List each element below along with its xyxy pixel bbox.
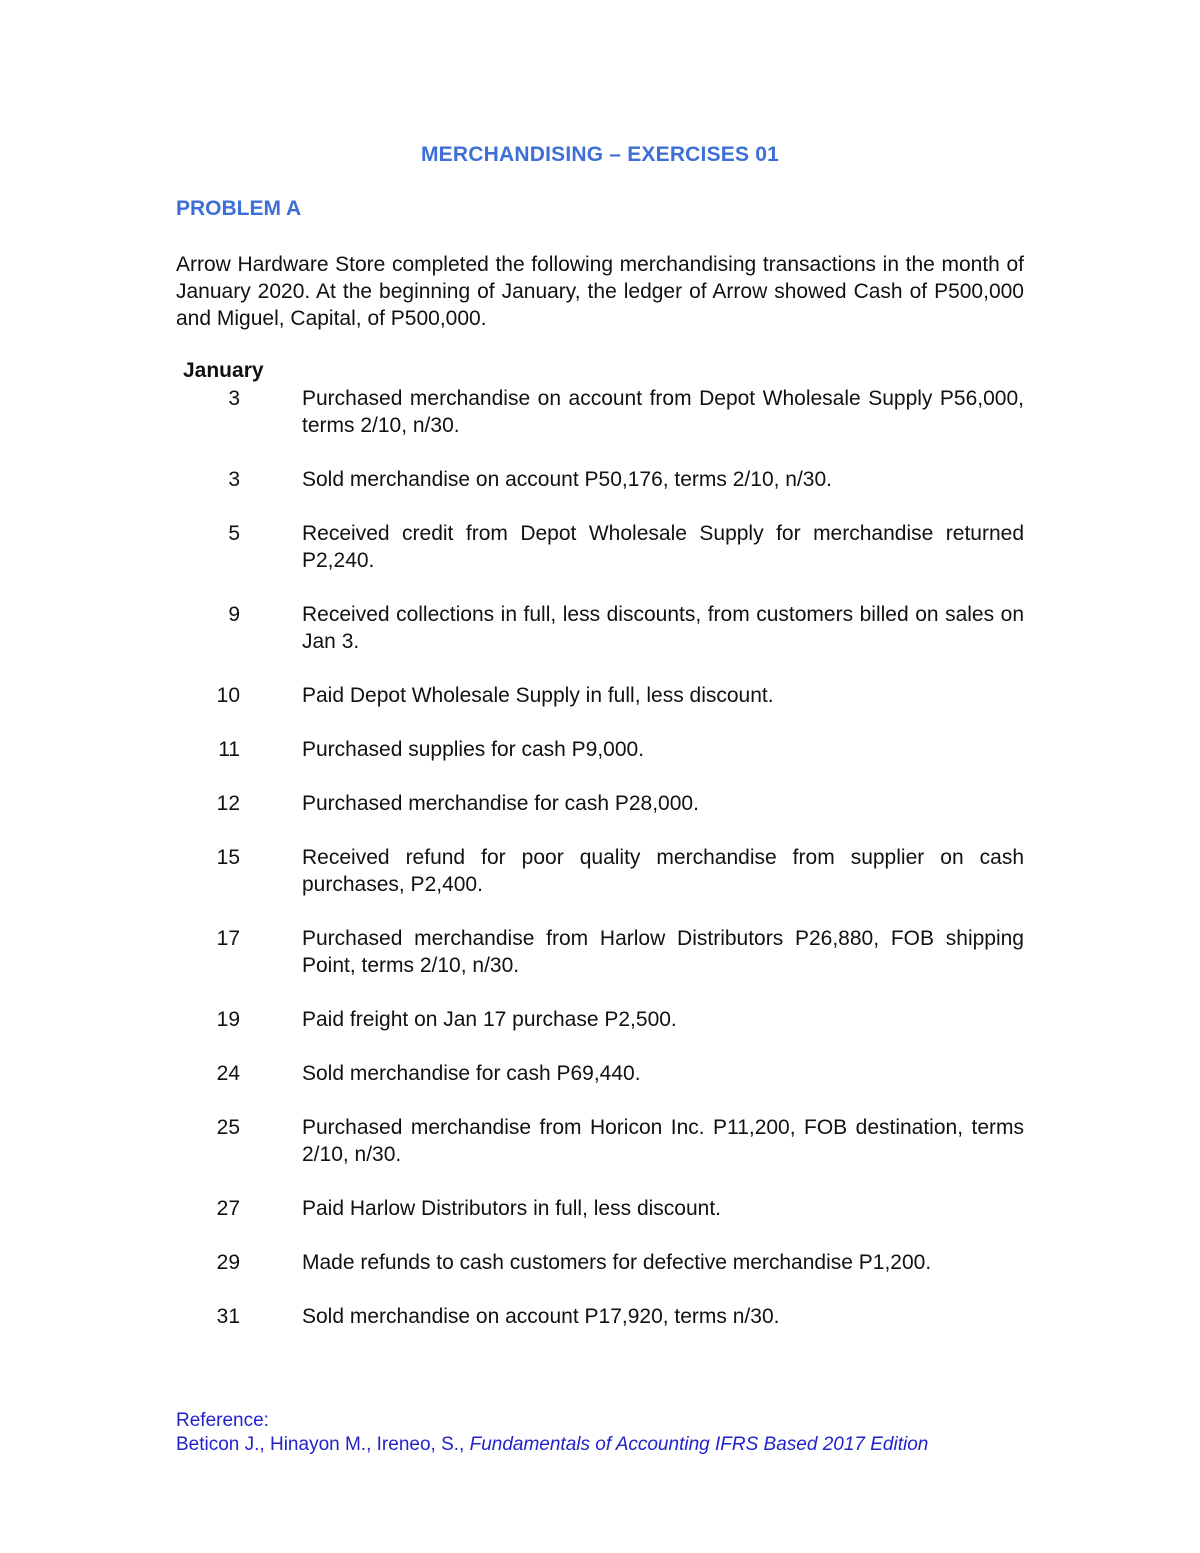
month-heading: January (183, 359, 264, 382)
transaction-list (176, 385, 1024, 1357)
transaction-day: 27 (216, 1197, 240, 1220)
transaction-item (176, 682, 1024, 709)
transaction-item (176, 1060, 1024, 1087)
transaction-day: 9 (228, 603, 240, 626)
transaction-day: 12 (216, 792, 240, 815)
transaction-day: 15 (216, 846, 240, 869)
reference-block (176, 1409, 928, 1457)
transaction-item (176, 520, 1024, 574)
transaction-description: Purchased merchandise from Harlow Distributors P26,880, FOB shipping Point, terms 2/10, n/30. (302, 927, 1024, 977)
transaction-day: 31 (216, 1305, 240, 1328)
transaction-description: Sold merchandise for cash P69,440. (302, 1062, 641, 1085)
document-title: MERCHANDISING – EXERCISES 01 (420, 143, 780, 166)
transaction-description: Paid Depot Wholesale Supply in full, less discount. (302, 684, 774, 707)
reference-authors: Beticon J., Hinayon M., Ireneo, S., (176, 1434, 470, 1455)
transaction-item (176, 925, 1024, 979)
transaction-item (176, 844, 1024, 898)
transaction-day: 3 (228, 387, 240, 410)
transaction-day: 10 (216, 684, 240, 707)
transaction-item (176, 1303, 1024, 1330)
transaction-item (176, 1006, 1024, 1033)
transaction-item (176, 1114, 1024, 1168)
transaction-item (176, 1195, 1024, 1222)
transaction-description: Purchased merchandise from Horicon Inc. P11,200, FOB destination, terms 2/10, n/30. (302, 1116, 1024, 1166)
transaction-description: Paid freight on Jan 17 purchase P2,500. (302, 1008, 677, 1031)
transaction-item (176, 601, 1024, 655)
transaction-item (176, 466, 1024, 493)
transaction-description: Made refunds to cash customers for defective merchandise P1,200. (302, 1251, 932, 1274)
transaction-description: Sold merchandise on account P50,176, terms 2/10, n/30. (302, 468, 832, 491)
transaction-description: Paid Harlow Distributors in full, less discount. (302, 1197, 721, 1220)
transaction-description: Purchased merchandise on account from Depot Wholesale Supply P56,000, terms 2/10, n/30. (302, 387, 1024, 437)
transaction-description: Purchased supplies for cash P9,000. (302, 738, 645, 761)
transaction-day: 11 (218, 738, 240, 761)
reference-label: Reference: (176, 1410, 269, 1431)
transaction-item (176, 1249, 1024, 1276)
transaction-day: 17 (216, 927, 240, 950)
transaction-item (176, 790, 1024, 817)
reference-book-title: Fundamentals of Accounting IFRS Based 2017 Edition (469, 1434, 929, 1455)
transaction-description: Sold merchandise on account P17,920, terms n/30. (302, 1305, 780, 1328)
transaction-day: 25 (216, 1116, 240, 1139)
transaction-description: Received credit from Depot Wholesale Supply for merchandise returned P2,240. (302, 522, 1024, 572)
transaction-day: 5 (228, 522, 240, 545)
intro-paragraph: Arrow Hardware Store completed the following merchandising transactions in the month of January 2020. At the beginning of January, the ledger of Arrow showed Cash of P500,000 and Miguel, Capital, of P500,000. (176, 253, 1024, 330)
transaction-day: 29 (216, 1251, 240, 1274)
problem-heading: PROBLEM A (176, 197, 302, 220)
transaction-day: 3 (228, 468, 240, 491)
transaction-item (176, 736, 1024, 763)
transaction-day: 19 (216, 1008, 240, 1031)
transaction-description: Purchased merchandise for cash P28,000. (302, 792, 699, 815)
transaction-description: Received collections in full, less discounts, from customers billed on sales on Jan 3. (302, 603, 1024, 653)
transaction-description: Received refund for poor quality merchandise from supplier on cash purchases, P2,400. (302, 846, 1024, 896)
transaction-day: 24 (216, 1062, 240, 1085)
transaction-item (176, 385, 1024, 439)
